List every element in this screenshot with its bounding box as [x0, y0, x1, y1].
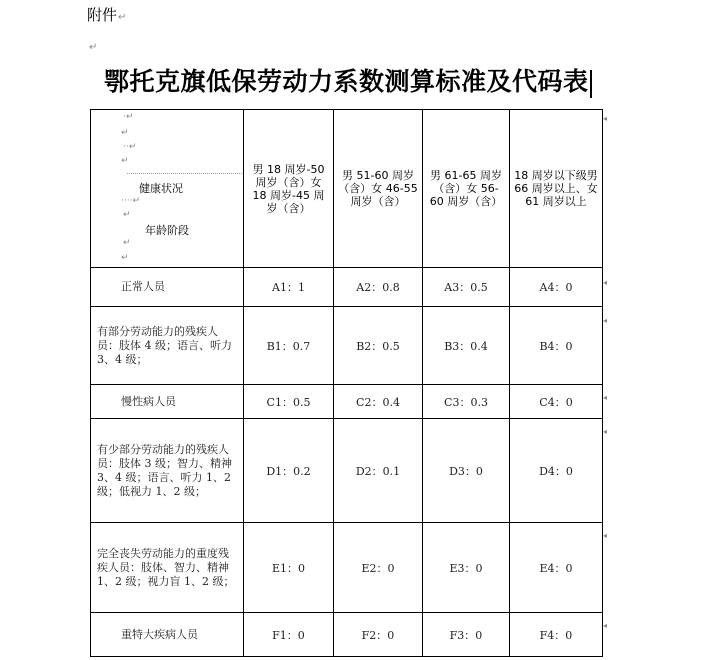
value-cell: A4：0 [510, 268, 603, 307]
attachment-label: 附件↵ [87, 6, 127, 24]
health-status-label: 健康状况 [139, 182, 183, 195]
corner-cell: ·↵ ↵ ··↵ ↵ 健康状况 ····↵ ↵ 年龄阶段 ↵ ↵ [91, 110, 244, 268]
value-cell: A3：0.5 [423, 268, 510, 307]
table-row [91, 307, 603, 385]
row-end-mark-icon: ◂ [603, 427, 608, 436]
table-row [91, 419, 603, 523]
value-cell: D4：0 [510, 419, 603, 523]
column-header: 男 61-65 周岁（含）女 56-60 周岁（含） [423, 110, 510, 268]
value-cell: C4：0 [510, 385, 603, 419]
column-header: 男 18 周岁-50 周岁（含）女 18 周岁-45 周岁（含） [244, 110, 334, 268]
value-cell: F4：0 [510, 613, 603, 657]
row-end-mark-icon: ◂ [603, 531, 608, 540]
paragraph-mark-icon: ↵ [89, 42, 98, 53]
value-cell: C2：0.4 [334, 385, 423, 419]
value-cell: A1：1 [244, 268, 334, 307]
value-cell: B4：0 [510, 307, 603, 385]
table-row [91, 523, 603, 613]
row-end-mark-icon: ◂ [603, 278, 608, 287]
divider-line [127, 173, 242, 174]
row-end-mark-icon: ◂ [603, 393, 608, 402]
header-row [91, 110, 603, 268]
value-cell: F1：0 [244, 613, 334, 657]
value-cell: B2：0.5 [334, 307, 423, 385]
row-label: 有部分劳动能力的残疾人员：肢体 4 级；语言、听力 3、4 级； [91, 307, 244, 385]
table-row [91, 613, 603, 657]
age-stage-label: 年龄阶段 [145, 224, 189, 237]
value-cell: A2：0.8 [334, 268, 423, 307]
row-end-mark-icon: ◂ [603, 621, 608, 630]
value-cell: B1：0.7 [244, 307, 334, 385]
column-header: 18 周岁以下级男 66 周岁以上、女 61 周岁以上 [510, 110, 603, 268]
row-end-mark-icon: ◂ [603, 316, 608, 325]
row-label: 重特大疾病人员 [91, 613, 244, 657]
value-cell: C1：0.5 [244, 385, 334, 419]
table-row [91, 268, 603, 307]
value-cell: C3：0.3 [423, 385, 510, 419]
value-cell: D1：0.2 [244, 419, 334, 523]
paragraph-mark-icon: ↵ [118, 12, 127, 23]
row-label: 正常人员 [91, 268, 244, 307]
coefficient-table [90, 109, 603, 657]
row-label: 有少部分劳动能力的残疾人员：肢体 3 级；智力、精神 3、4 级；语言、听力 1、2 级；低视力 1、2 级； [91, 419, 244, 523]
value-cell: F2：0 [334, 613, 423, 657]
value-cell: E2：0 [334, 523, 423, 613]
row-label: 慢性病人员 [91, 385, 244, 419]
value-cell: E4：0 [510, 523, 603, 613]
row-end-mark-icon: ◂ [603, 114, 608, 123]
column-header: 男 51-60 周岁（含）女 46-55 周岁（含） [334, 110, 423, 268]
text-cursor [590, 70, 592, 98]
value-cell: B3：0.4 [423, 307, 510, 385]
value-cell: E1：0 [244, 523, 334, 613]
value-cell: F3：0 [423, 613, 510, 657]
value-cell: D3：0 [423, 419, 510, 523]
document-title[interactable]: 鄂托克旗低保劳动力系数测算标准及代码表 [104, 62, 592, 98]
table-row [91, 385, 603, 419]
row-label: 完全丧失劳动能力的重度残疾人员：肢体、智力、精神 1、2 级；视力盲 1、2 级； [91, 523, 244, 613]
value-cell: E3：0 [423, 523, 510, 613]
value-cell: D2：0.1 [334, 419, 423, 523]
